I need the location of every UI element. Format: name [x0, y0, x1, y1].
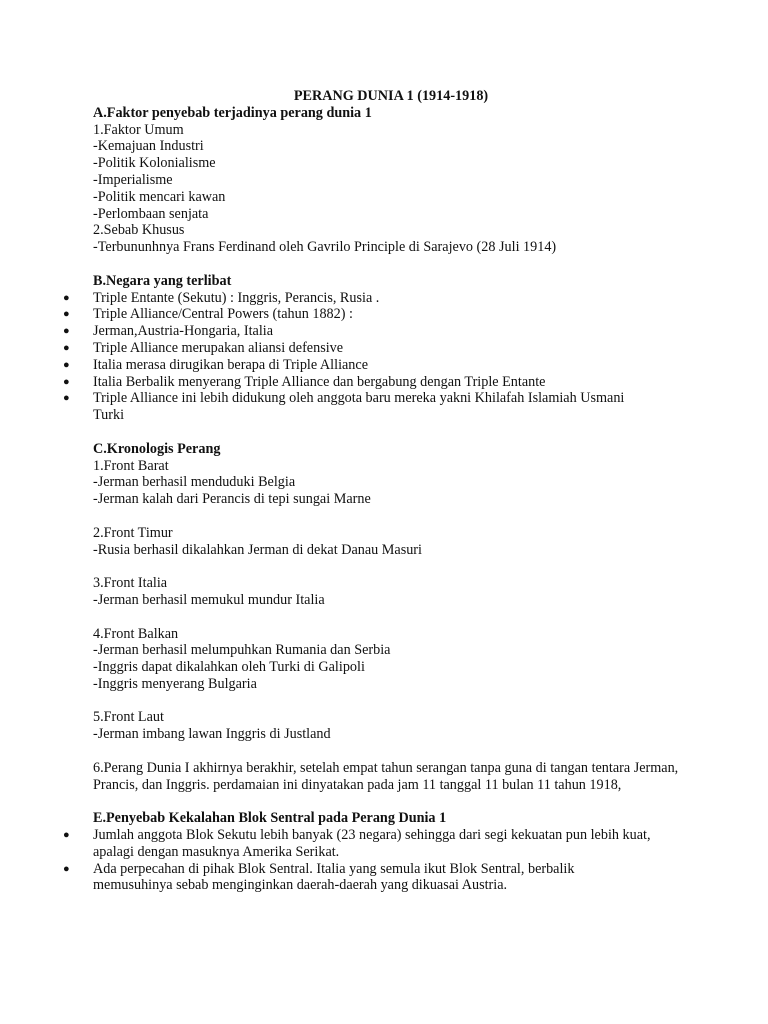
- bullet-icon: ●: [63, 829, 70, 842]
- list-item-text: Triple Alliance/Central Powers (tahun 1882) :: [93, 306, 353, 323]
- front-block: [93, 626, 693, 693]
- front-block: [93, 458, 693, 508]
- section-a-line: -Perlombaan senjata: [93, 205, 209, 222]
- spacer: [93, 424, 693, 441]
- spacer: [93, 693, 693, 710]
- list-item-text: Jerman,Austria-Hongaria, Italia: [93, 323, 274, 340]
- list-item: [63, 827, 653, 861]
- front-item: -Jerman berhasil menduduki Belgia: [93, 474, 296, 491]
- section-a: [93, 105, 693, 256]
- bullet-icon: ●: [63, 862, 70, 875]
- bullet-icon: ●: [63, 392, 70, 405]
- spacer: [93, 256, 693, 273]
- front-item: -Inggris dapat dikalahkan oleh Turki di Galipoli: [93, 659, 365, 676]
- list-item: [63, 339, 693, 357]
- spacer: [93, 508, 693, 525]
- front-block: [93, 525, 693, 559]
- list-item-text: Triple Entante (Sekutu) : Inggris, Perancis, Rusia .: [93, 289, 380, 306]
- list-item: [63, 289, 693, 307]
- list-item: [63, 306, 693, 323]
- document-page: [63, 88, 693, 894]
- spacer: [93, 793, 693, 810]
- list-item-text: Italia Berbalik menyerang Triple Alliance dan bergabung dengan Triple Entante: [93, 373, 546, 390]
- section-a-line: 1.Faktor Umum: [93, 121, 184, 138]
- front-item: -Jerman berhasil melumpuhkan Rumania dan Serbia: [93, 642, 391, 659]
- front-title: 1.Front Barat: [93, 457, 169, 474]
- document-title: PERANG DUNIA 1 (1914-1918): [293, 88, 489, 104]
- spacer: [93, 558, 693, 575]
- list-item-text: Triple Alliance merupakan aliansi defensive: [93, 339, 344, 356]
- list-item: [63, 356, 693, 374]
- list-item-text: Italia merasa dirugikan berapa di Triple Alliance: [93, 356, 368, 373]
- front-item: -Rusia berhasil dikalahkan Jerman di dekat Danau Masuri: [93, 541, 422, 558]
- spacer: [93, 609, 693, 626]
- bullet-icon: ●: [63, 358, 70, 371]
- bullet-icon: ●: [63, 375, 70, 388]
- spacer: [93, 743, 693, 760]
- section-a-line: -Politik Kolonialisme: [93, 155, 216, 172]
- section-b: [63, 272, 693, 424]
- bullet-icon: ●: [63, 341, 70, 354]
- section-a-heading: A.Faktor penyebab terjadinya perang dunia 1: [93, 104, 372, 121]
- section-a-line: -Politik mencari kawan: [93, 188, 226, 205]
- section-b-heading: B.Negara yang terlibat: [93, 272, 232, 289]
- front-item: -Jerman berhasil memukul mundur Italia: [93, 591, 325, 608]
- section-a-line: 2.Sebab Khusus: [93, 222, 185, 239]
- section-a-line: -Imperialisme: [93, 171, 173, 188]
- bullet-icon: ●: [63, 325, 70, 338]
- section-e-list: [63, 827, 693, 894]
- war-ending-paragraph: 6.Perang Dunia I akhirnya berakhir, setelah empat tahun serangan tanpa guna di tangan tentara Jerman, Prancis, dan Inggris. perdamaian ini dinyatakan pada jam 11 tanggal 11 bulan 11 tahun 1918,: [93, 759, 679, 793]
- list-item-text: Triple Alliance ini lebih didukung oleh anggota baru mereka yakni Khilafah Islamiah Usmani Turki: [93, 390, 625, 424]
- front-title: 4.Front Balkan: [93, 625, 179, 642]
- section-a-line: -Terbununhnya Frans Ferdinand oleh Gavrilo Principle di Sarajevo (28 Juli 1914): [93, 239, 557, 256]
- section-c: [93, 441, 693, 794]
- list-item: [63, 323, 693, 340]
- list-item-text: Ada perpecahan di pihak Blok Sentral. Italia yang semula ikut Blok Sentral, berbalik memusuhinya sebab menginginkan daerah-daerah yang dikuasai Austria.: [93, 860, 575, 894]
- list-item: [63, 373, 693, 391]
- section-e-heading: E.Penyebab Kekalahan Blok Sentral pada Perang Dunia 1: [93, 810, 447, 827]
- bullet-icon: ●: [63, 308, 70, 321]
- front-title: 5.Front Laut: [93, 709, 164, 726]
- section-a-line: -Kemajuan Industri: [93, 138, 204, 155]
- front-item: -Jerman kalah dari Perancis di tepi sungai Marne: [93, 491, 371, 508]
- front-block: [93, 575, 693, 609]
- bullet-icon: ●: [63, 291, 70, 304]
- front-item: -Jerman imbang lawan Inggris di Justland: [93, 726, 331, 743]
- section-b-list: [63, 289, 693, 424]
- front-title: 3.Front Italia: [93, 575, 168, 592]
- list-item: [63, 860, 653, 895]
- front-block: [93, 709, 693, 743]
- section-c-heading: C.Kronologis Perang: [93, 440, 221, 457]
- front-item: -Inggris menyerang Bulgaria: [93, 675, 257, 692]
- section-e: [63, 810, 693, 894]
- list-item: [63, 390, 658, 424]
- front-title: 2.Front Timur: [93, 524, 173, 541]
- list-item-text: Jumlah anggota Blok Sekutu lebih banyak (23 negara) sehingga dari segi kekuatan pun lebih kuat, apalagi dengan masuknya Amerika Serikat.: [93, 827, 651, 860]
